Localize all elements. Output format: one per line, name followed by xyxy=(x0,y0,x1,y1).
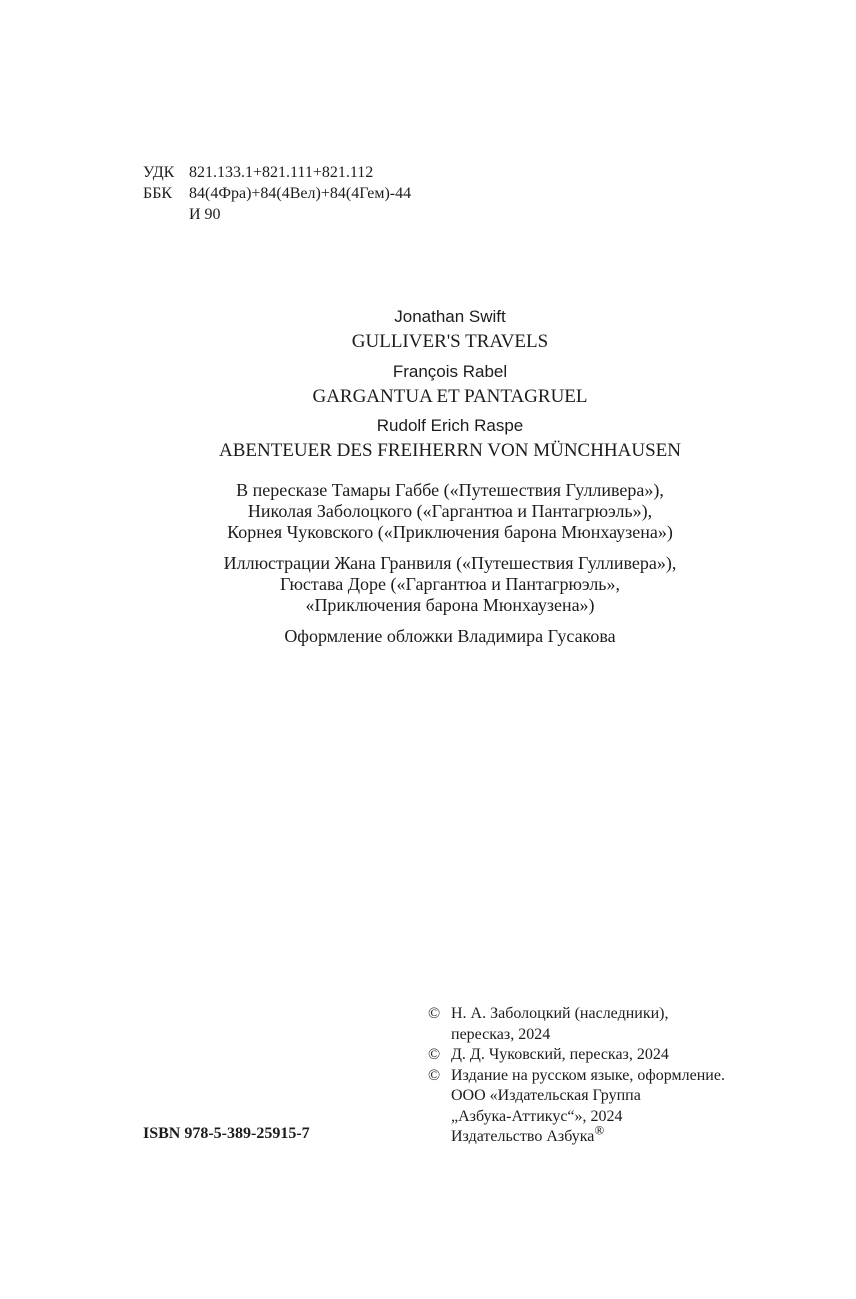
work-author: Rudolf Erich Raspe xyxy=(376,416,524,435)
credit-line: Николая Заболоцкого («Гаргантюа и Пантагрюэль»), xyxy=(247,501,653,521)
bbk-value: 84(4Фра)+84(4Вел)+84(4Гем)-44 xyxy=(189,185,412,202)
publisher-name: Издательство Азбука xyxy=(451,1128,595,1145)
copyright-line: Издание на русском языке, оформление. xyxy=(451,1066,725,1084)
registered-mark: ® xyxy=(594,1122,605,1138)
work-title: GULLIVER'S TRAVELS xyxy=(351,331,549,352)
copyright-line: „Азбука-Аттикус“», 2024 xyxy=(451,1107,623,1125)
copyright-line: Н. А. Заболоцкий (наследники), xyxy=(451,1005,669,1022)
copyright-item xyxy=(428,1004,725,1045)
work-title: GARGANTUA ET PANTAGRUEL xyxy=(312,386,588,407)
copyright-symbol: © xyxy=(428,1046,441,1063)
copyright-notices xyxy=(428,1004,725,1148)
author-mark-row xyxy=(143,204,411,225)
isbn: ISBN 978-5-389-25915-7 xyxy=(143,1125,310,1142)
udk-row xyxy=(143,162,411,183)
udk-value: 821.133.1+821.111+821.112 xyxy=(189,164,374,181)
copyright-line xyxy=(451,1122,725,1148)
illustration-credits xyxy=(0,553,856,616)
copyright-line: ООО «Издательская Группа xyxy=(451,1087,641,1104)
credit-line: В пересказе Тамары Габбе («Путешествия Гулливера»), xyxy=(236,480,664,500)
credits xyxy=(0,480,856,647)
bbk-row xyxy=(143,183,411,204)
bbk-label: ББК xyxy=(143,185,173,202)
original-works xyxy=(0,305,856,463)
copyright-line: пересказ, 2024 xyxy=(451,1025,551,1043)
credit-line: Корнея Чуковского («Приключения барона Мюнхаузена») xyxy=(227,522,673,542)
author-mark: И 90 xyxy=(189,206,221,223)
work-title: ABENTEUER DES FREIHERRN VON MÜNCHHAUSEN xyxy=(218,440,681,461)
udk-label: УДК xyxy=(143,164,175,181)
work-author: François Rabel xyxy=(392,362,508,381)
credit-line: Иллюстрации Жана Гранвиля («Путешествия Гулливера»), xyxy=(223,553,677,573)
cover-design-credit: Оформление обложки Владимира Гусакова xyxy=(284,626,616,646)
retelling-credits xyxy=(0,480,856,543)
classification-block xyxy=(143,162,411,225)
credit-line: Гюстава Доре («Гаргантюа и Пантагрюэль», xyxy=(279,574,621,594)
copyright-line: Д. Д. Чуковский, пересказ, 2024 xyxy=(451,1046,669,1063)
copyright-item xyxy=(428,1045,725,1066)
work-author: Jonathan Swift xyxy=(394,307,506,326)
credit-line: «Приключения барона Мюнхаузена») xyxy=(305,595,595,615)
copyright-item xyxy=(428,1066,725,1148)
copyright-symbol: © xyxy=(428,1005,441,1022)
copyright-symbol: © xyxy=(428,1066,441,1084)
